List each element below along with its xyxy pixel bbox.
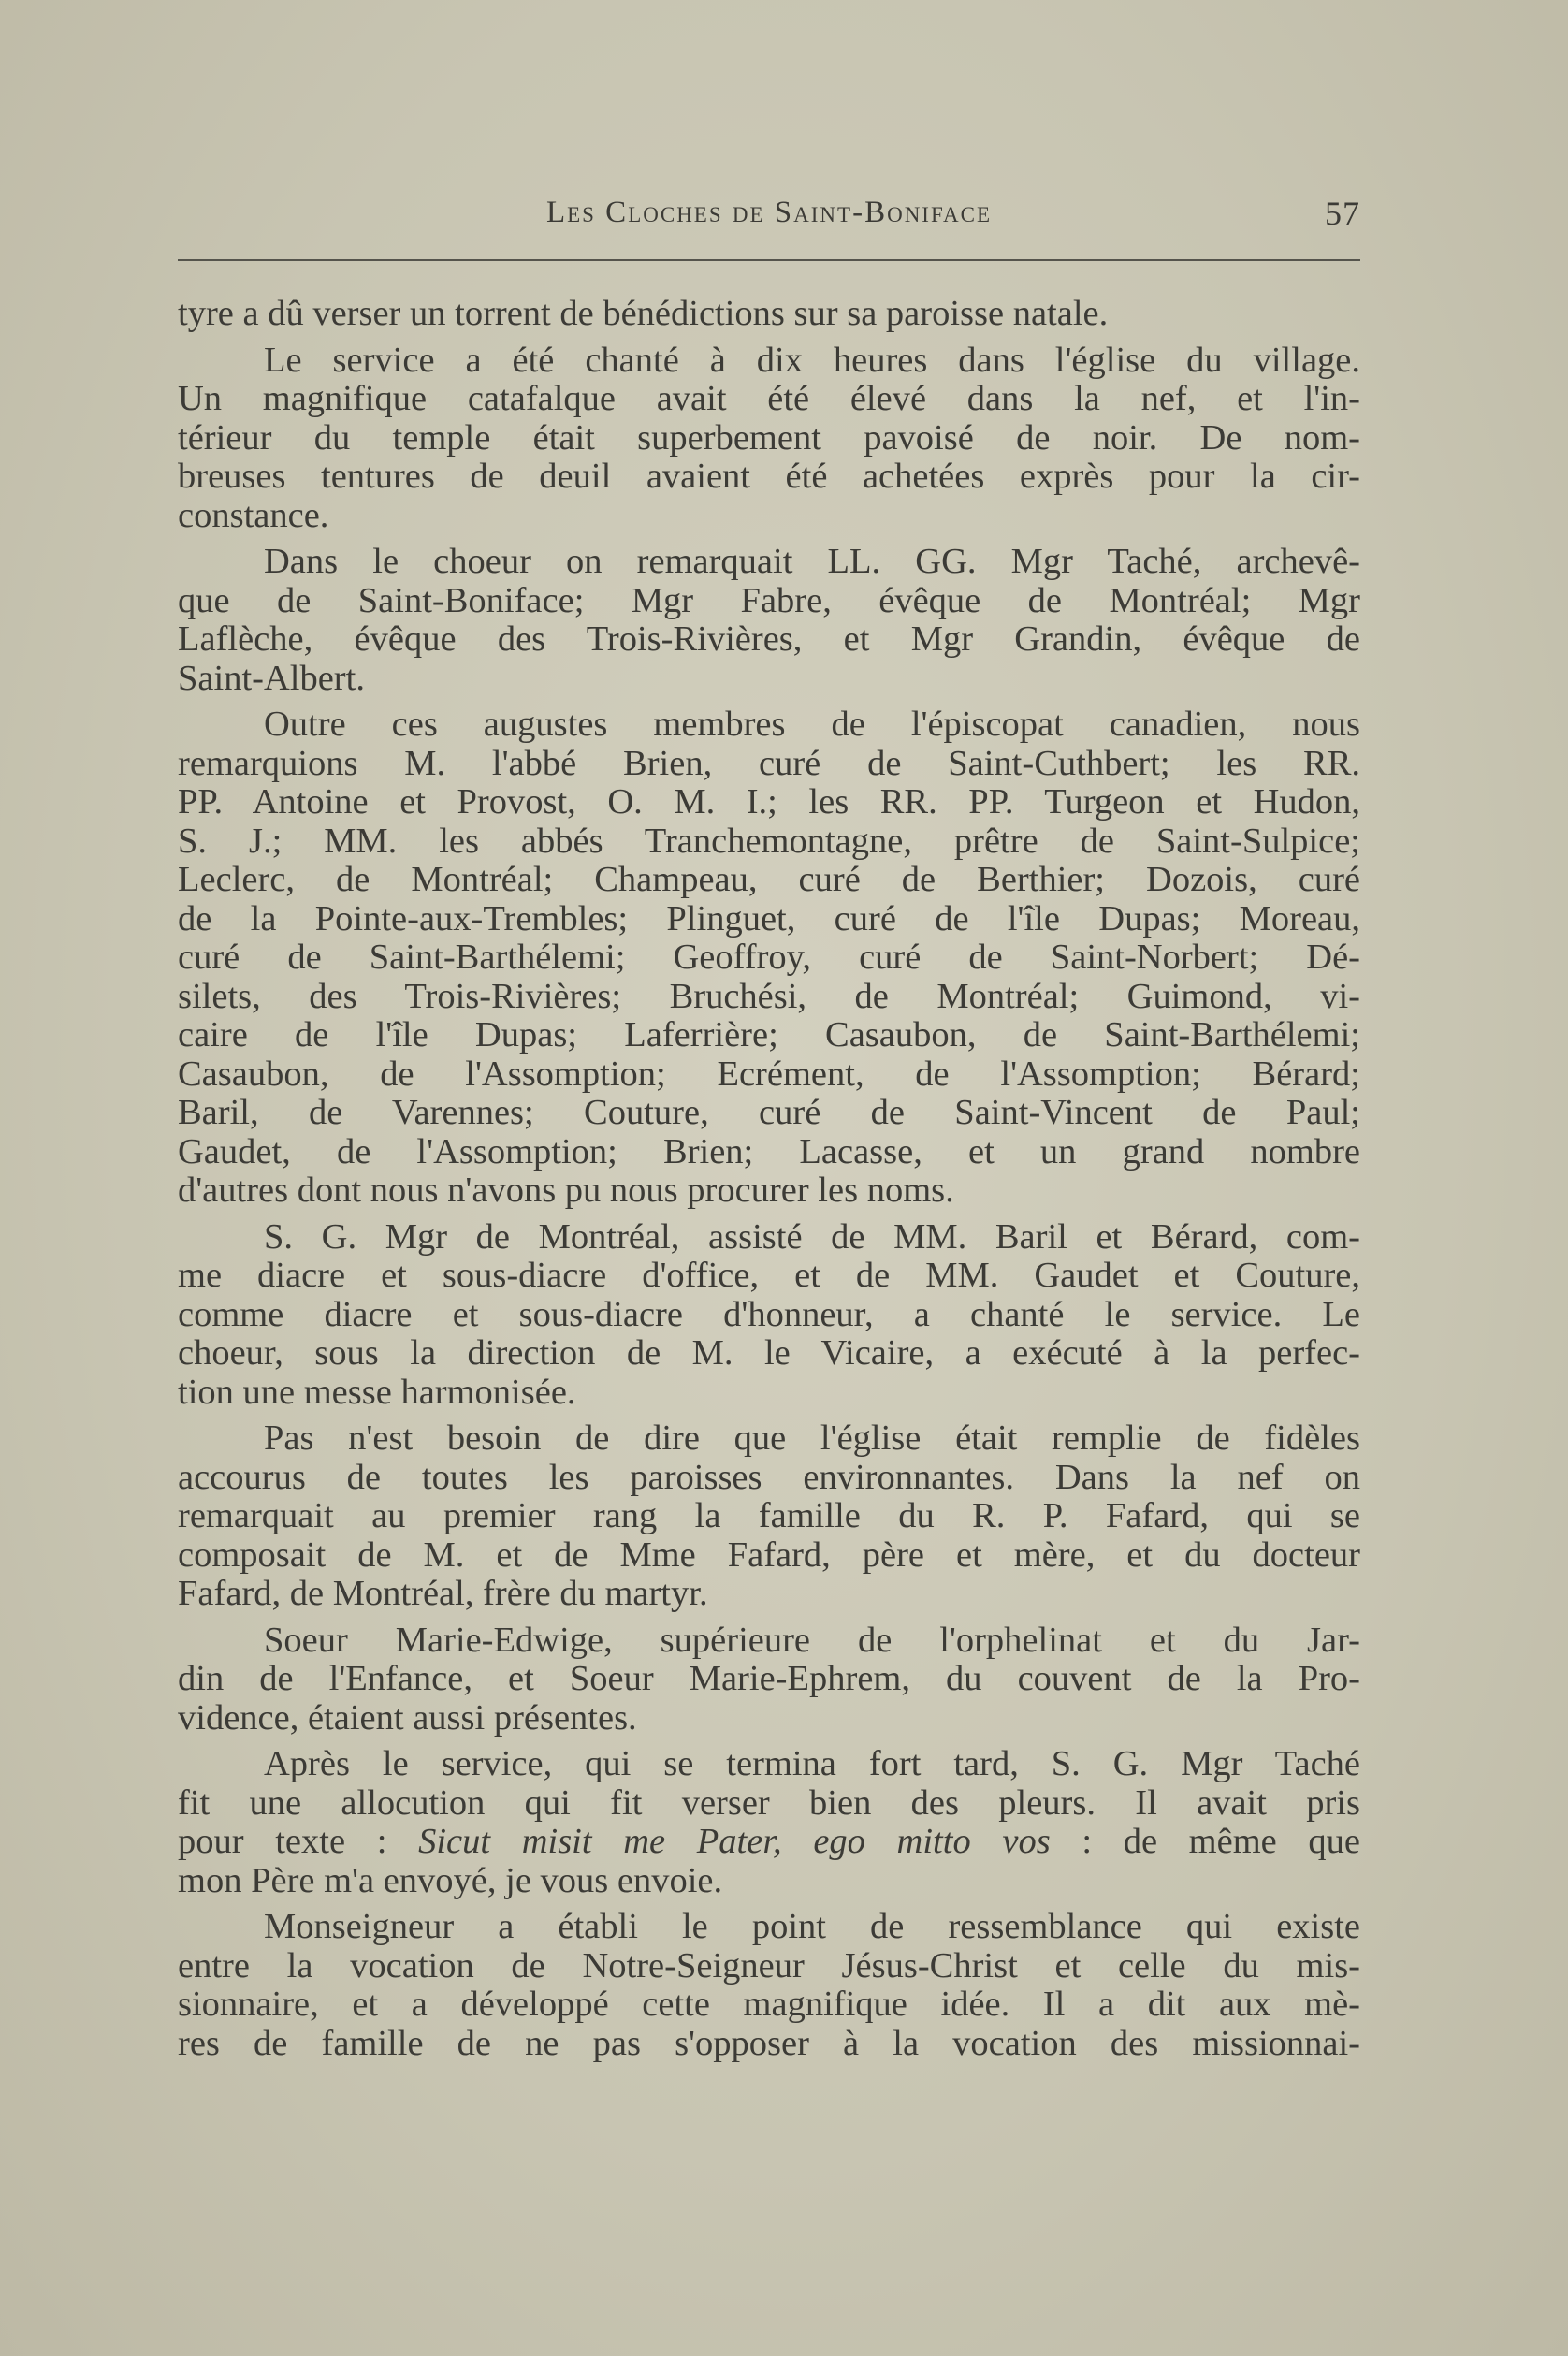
text-line: S. J.; MM. les abbés Tranchemontagne, prêtre de Saint-Sulpice;: [178, 821, 1360, 861]
text-line: Un magnifique catafalque avait été élevé dans la nef, et l'in-: [178, 379, 1360, 418]
text-line: din de l'Enfance, et Soeur Marie-Ephrem, du couvent de la Pro-: [178, 1659, 1360, 1698]
paragraph: [178, 342, 1360, 536]
text-line: choeur, sous la direction de M. le Vicaire, a exécuté à la perfec-: [178, 1333, 1360, 1373]
text-line: Pas n'est besoin de dire que l'église était remplie de fidèles: [264, 1418, 1360, 1458]
text-line: Soeur Marie-Edwige, supérieure de l'orphelinat et du Jar-: [264, 1620, 1360, 1660]
running-head: [178, 182, 1360, 235]
running-title: Les Cloches de Saint-Boniface: [545, 196, 993, 229]
paragraph: [178, 1745, 1360, 1900]
text-line: Baril, de Varennes; Couture, curé de Saint-Vincent de Paul;: [178, 1093, 1360, 1132]
text-run: : de même que: [1050, 1822, 1360, 1861]
text-line: comme diacre et sous-diacre d'honneur, a chanté le service. Le: [178, 1294, 1360, 1334]
text-line: térieur du temple était superbement pavoisé de noir. De nom-: [178, 417, 1360, 458]
text-line: remarquions M. l'abbé Brien, curé de Saint-Cuthbert; les RR.: [178, 743, 1360, 783]
text-line: constance.: [178, 495, 329, 535]
text-line: PP. Antoine et Provost, O. M. I.; les RR. PP. Turgeon et Hudon,: [178, 782, 1360, 822]
text-line: breuses tentures de deuil avaient été achetées exprès pour la cir-: [178, 457, 1360, 496]
text-line: tion une messe harmonisée.: [178, 1372, 576, 1412]
text-line: entre la vocation de Notre-Seigneur Jésus-Christ et celle du mis-: [178, 1945, 1360, 1985]
book-page: [178, 182, 1360, 2063]
text-line: Saint-Albert.: [178, 658, 365, 698]
text-line: Gaudet, de l'Assomption; Brien; Lacasse, et un grand nombre: [178, 1131, 1360, 1171]
text-line: Monseigneur a établi le point de ressemblance qui existe: [264, 1907, 1360, 1946]
text-body: [178, 295, 1360, 2063]
text-line: remarquait au premier rang la famille du R. P. Fafard, qui se: [178, 1496, 1360, 1535]
paragraph: [178, 1622, 1360, 1738]
text-line: Outre ces augustes membres de l'épiscopat canadien, nous: [264, 705, 1360, 744]
paragraph: [178, 543, 1360, 698]
text-line: Fafard, de Montréal, frère du martyr.: [178, 1574, 708, 1613]
text-line: Après le service, qui se termina fort tard, S. G. Mgr Taché: [264, 1744, 1360, 1783]
text-line: accourus de toutes les paroisses environnantes. Dans la nef on: [178, 1457, 1360, 1497]
text-line: fit une allocution qui fit verser bien des pleurs. Il avait pris: [178, 1782, 1360, 1823]
text-line: composait de M. et de Mme Fafard, père et mère, et du docteur: [178, 1534, 1360, 1575]
page-number: 57: [1325, 195, 1360, 232]
text-line: mon Père m'a envoyé, je vous envoie.: [178, 1860, 723, 1900]
text-line: de la Pointe-aux-Trembles; Plinguet, curé de l'île Dupas; Moreau,: [178, 898, 1360, 938]
paragraph: [178, 1218, 1360, 1413]
text-line: caire de l'île Dupas; Laferrière; Casaubon, de Saint-Barthélemi;: [178, 1015, 1360, 1054]
text-line: que de Saint-Boniface; Mgr Fabre, évêque de Montréal; Mgr: [178, 580, 1360, 620]
text-line: vidence, étaient aussi présentes.: [178, 1697, 637, 1738]
paragraph: [178, 295, 1360, 334]
text-line: Leclerc, de Montréal; Champeau, curé de Berthier; Dozois, curé: [178, 860, 1360, 899]
text-line: Laflèche, évêque des Trois-Rivières, et Mgr Grandin, évêque de: [178, 619, 1360, 659]
paragraph: [178, 705, 1360, 1211]
text-line: curé de Saint-Barthélemi; Geoffroy, curé de Saint-Norbert; Dé-: [178, 938, 1360, 977]
text-line: Dans le choeur on remarquait LL. GG. Mgr Taché, archevê-: [264, 542, 1360, 581]
text-line: res de famille de ne pas s'opposer à la vocation des missionnai-: [178, 2023, 1360, 2063]
latin-quotation: Sicut misit me Pater, ego mitto vos: [418, 1822, 1051, 1861]
text-line: sionnaire, et a développé cette magnifique idée. Il a dit aux mè-: [178, 1985, 1360, 2024]
text-line: Le service a été chanté à dix heures dans l'église du village.: [264, 340, 1360, 380]
header-rule: [178, 259, 1360, 261]
text-line: tyre a dû verser un torrent de bénédictions sur sa paroisse natale.: [178, 294, 1109, 333]
text-line: silets, des Trois-Rivières; Bruchési, de Montréal; Guimond, vi-: [178, 976, 1360, 1016]
text-run: pour texte :: [178, 1822, 419, 1861]
text-line: [178, 1823, 1360, 1862]
text-line: S. G. Mgr de Montréal, assisté de MM. Baril et Bérard, com-: [264, 1216, 1360, 1257]
text-line: d'autres dont nous n'avons pu nous procurer les noms.: [178, 1171, 954, 1210]
text-line: me diacre et sous-diacre d'office, et de MM. Gaudet et Couture,: [178, 1256, 1360, 1295]
paragraph: [178, 1908, 1360, 2063]
paragraph: [178, 1419, 1360, 1614]
text-line: Casaubon, de l'Assomption; Ecrément, de l'Assomption; Bérard;: [178, 1054, 1360, 1094]
